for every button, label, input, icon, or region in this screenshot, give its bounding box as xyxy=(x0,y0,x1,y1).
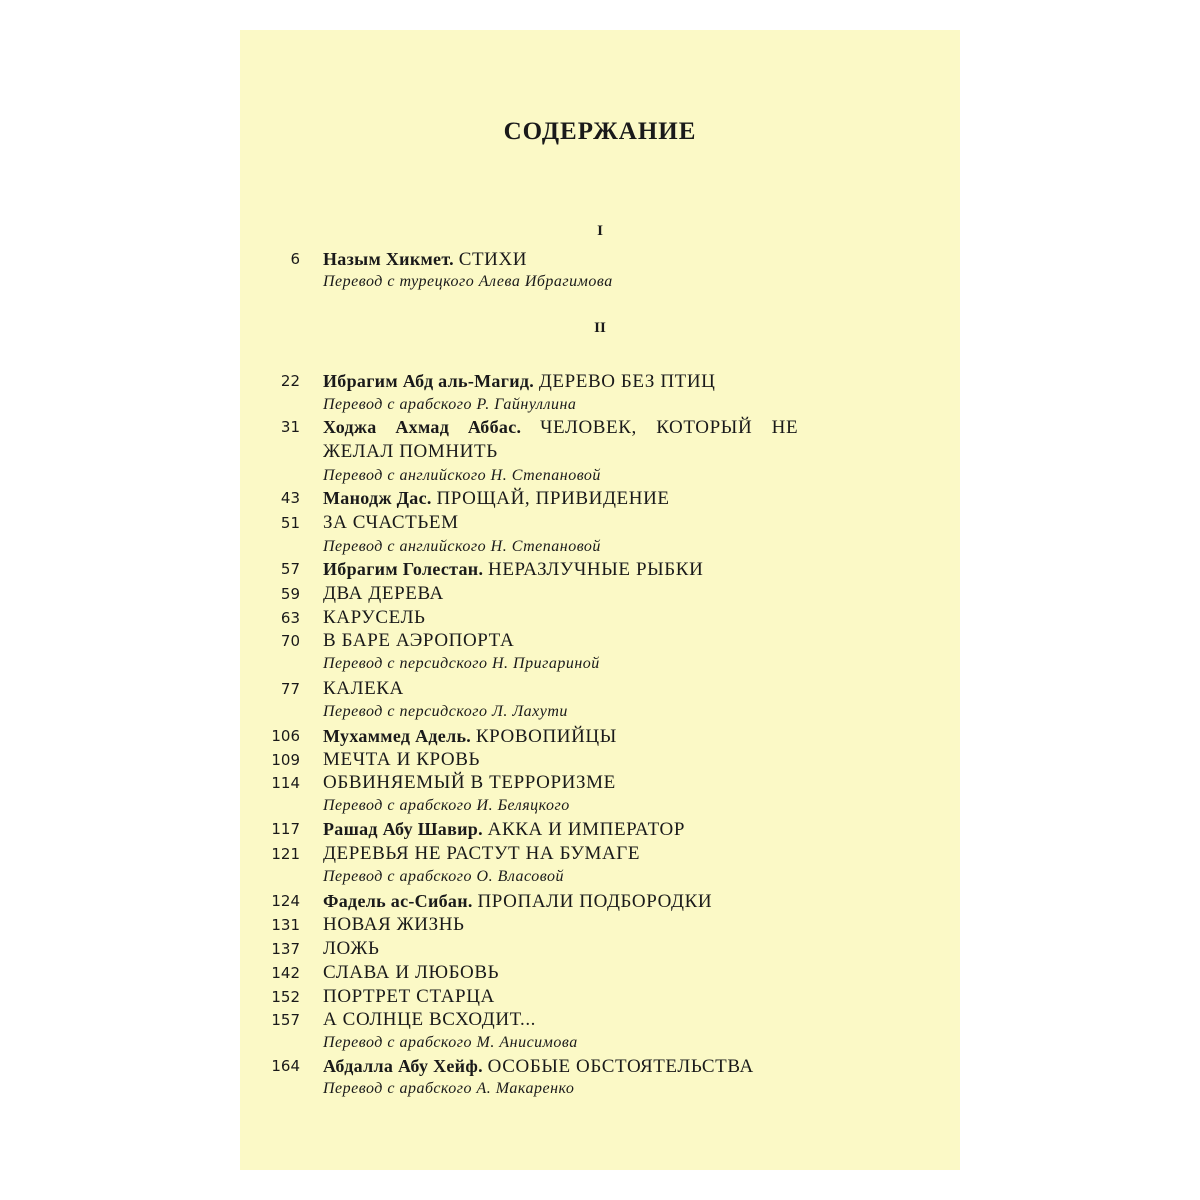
translation-credit: Перевод с арабского И. Беляцкого xyxy=(323,797,570,814)
work-title: ПРОПАЛИ ПОДБОРОДКИ xyxy=(477,891,713,912)
toc-entry xyxy=(323,817,685,842)
book-page xyxy=(240,30,960,1170)
translation-credit: Перевод с арабского А. Макаренко xyxy=(323,1080,575,1097)
author-name: Манодж Дас. xyxy=(323,488,432,508)
work-title: ДЕРЕВО БЕЗ ПТИЦ xyxy=(538,371,716,392)
page-number: 114 xyxy=(271,774,300,792)
translation-credit: Перевод с арабского Р. Гайнуллина xyxy=(323,396,577,413)
author-name: Абдалла Абу Хейф. xyxy=(323,1056,483,1076)
work-title: СЛАВА И ЛЮБОВЬ xyxy=(323,962,500,983)
toc-entry xyxy=(323,247,527,272)
page-number: 22 xyxy=(280,372,300,390)
work-title-continuation: ЖЕЛАЛ ПОМНИТЬ xyxy=(323,441,498,462)
work-title: ЛОЖЬ xyxy=(323,938,380,959)
page-number: 117 xyxy=(271,820,300,838)
page-number: 109 xyxy=(271,751,300,769)
toc-entry xyxy=(323,889,712,914)
translation-credit: Перевод с арабского М. Анисимова xyxy=(323,1034,578,1051)
page-number: 31 xyxy=(280,418,300,436)
work-title: ЗА СЧАСТЬЕМ xyxy=(323,512,459,533)
page-number: 51 xyxy=(280,514,300,532)
toc-entry xyxy=(323,724,617,749)
translation-credit: Перевод с английского Н. Степановой xyxy=(323,538,601,555)
author-name: Назым Хикмет. xyxy=(323,249,454,269)
page-number: 57 xyxy=(280,560,300,578)
section-mark-ii: II xyxy=(594,320,606,336)
page-number: 63 xyxy=(280,609,300,627)
page-number: 6 xyxy=(290,250,300,268)
section-mark-i: I xyxy=(597,223,603,239)
page-number: 152 xyxy=(271,988,300,1006)
work-title: МЕЧТА И КРОВЬ xyxy=(323,749,481,770)
page-number: 137 xyxy=(271,940,300,958)
page-number: 164 xyxy=(271,1057,300,1075)
author-name: Ибрагим Голестан. xyxy=(323,559,484,579)
translation-credit: Перевод с турецкого Алева Ибрагимова xyxy=(323,273,613,290)
work-title: НОВАЯ ЖИЗНЬ xyxy=(323,914,465,935)
work-title: КАЛЕКА xyxy=(323,678,404,699)
work-title: ОСОБЫЕ ОБСТОЯТЕЛЬСТВА xyxy=(487,1056,754,1077)
page-number: 106 xyxy=(271,727,300,745)
translation-credit: Перевод с персидского Н. Пригариной xyxy=(323,655,600,672)
page-number: 121 xyxy=(271,845,300,863)
page-number: 142 xyxy=(271,964,300,982)
author-name: Ходжа Ахмад Аббас. xyxy=(323,417,522,437)
page-number: 77 xyxy=(280,680,300,698)
author-name: Фадель ас-Сибан. xyxy=(323,891,473,911)
toc-entry xyxy=(323,557,703,582)
work-title: ПРОЩАЙ, ПРИВИДЕНИЕ xyxy=(436,488,670,509)
work-title: КРОВОПИЙЦЫ xyxy=(475,726,617,747)
toc-entry xyxy=(323,369,716,394)
page-number: 59 xyxy=(280,585,300,603)
author-name: Ибрагим Абд аль-Магид. xyxy=(323,371,535,391)
work-title: ДЕРЕВЬЯ НЕ РАСТУТ НА БУМАГЕ xyxy=(323,843,641,864)
toc-entry xyxy=(323,486,670,511)
author-name: Рашад Абу Шавир. xyxy=(323,819,483,839)
work-title: АККА И ИМПЕРАТОР xyxy=(487,819,686,840)
work-title: СТИХИ xyxy=(458,249,528,270)
work-title: ПОРТРЕТ СТАРЦА xyxy=(323,986,495,1007)
work-title: ДВА ДЕРЕВА xyxy=(323,583,444,604)
toc-entry xyxy=(323,1054,754,1079)
work-title: А СОЛНЦЕ ВСХОДИТ... xyxy=(323,1009,537,1030)
work-title: ОБВИНЯЕМЫЙ В ТЕРРОРИЗМЕ xyxy=(323,772,616,793)
work-title: ЧЕЛОВЕК, КОТОРЫЙ НЕ xyxy=(540,417,799,438)
translation-credit: Перевод с английского Н. Степановой xyxy=(323,467,601,484)
page-number: 70 xyxy=(280,632,300,650)
author-name: Мухаммед Адель. xyxy=(323,726,472,746)
page-number: 124 xyxy=(271,892,300,910)
translation-credit: Перевод с персидского Л. Лахути xyxy=(323,703,568,720)
page-number: 43 xyxy=(280,489,300,507)
work-title: КАРУСЕЛЬ xyxy=(323,607,426,628)
work-title: В БАРЕ АЭРОПОРТА xyxy=(323,630,515,651)
translation-credit: Перевод с арабского О. Власовой xyxy=(323,868,564,885)
page-number: 131 xyxy=(271,916,300,934)
work-title: НЕРАЗЛУЧНЫЕ РЫБКИ xyxy=(488,559,704,580)
page-number: 157 xyxy=(271,1011,300,1029)
toc-entry xyxy=(323,415,798,440)
page-title: СОДЕРЖАНИЕ xyxy=(503,118,697,145)
